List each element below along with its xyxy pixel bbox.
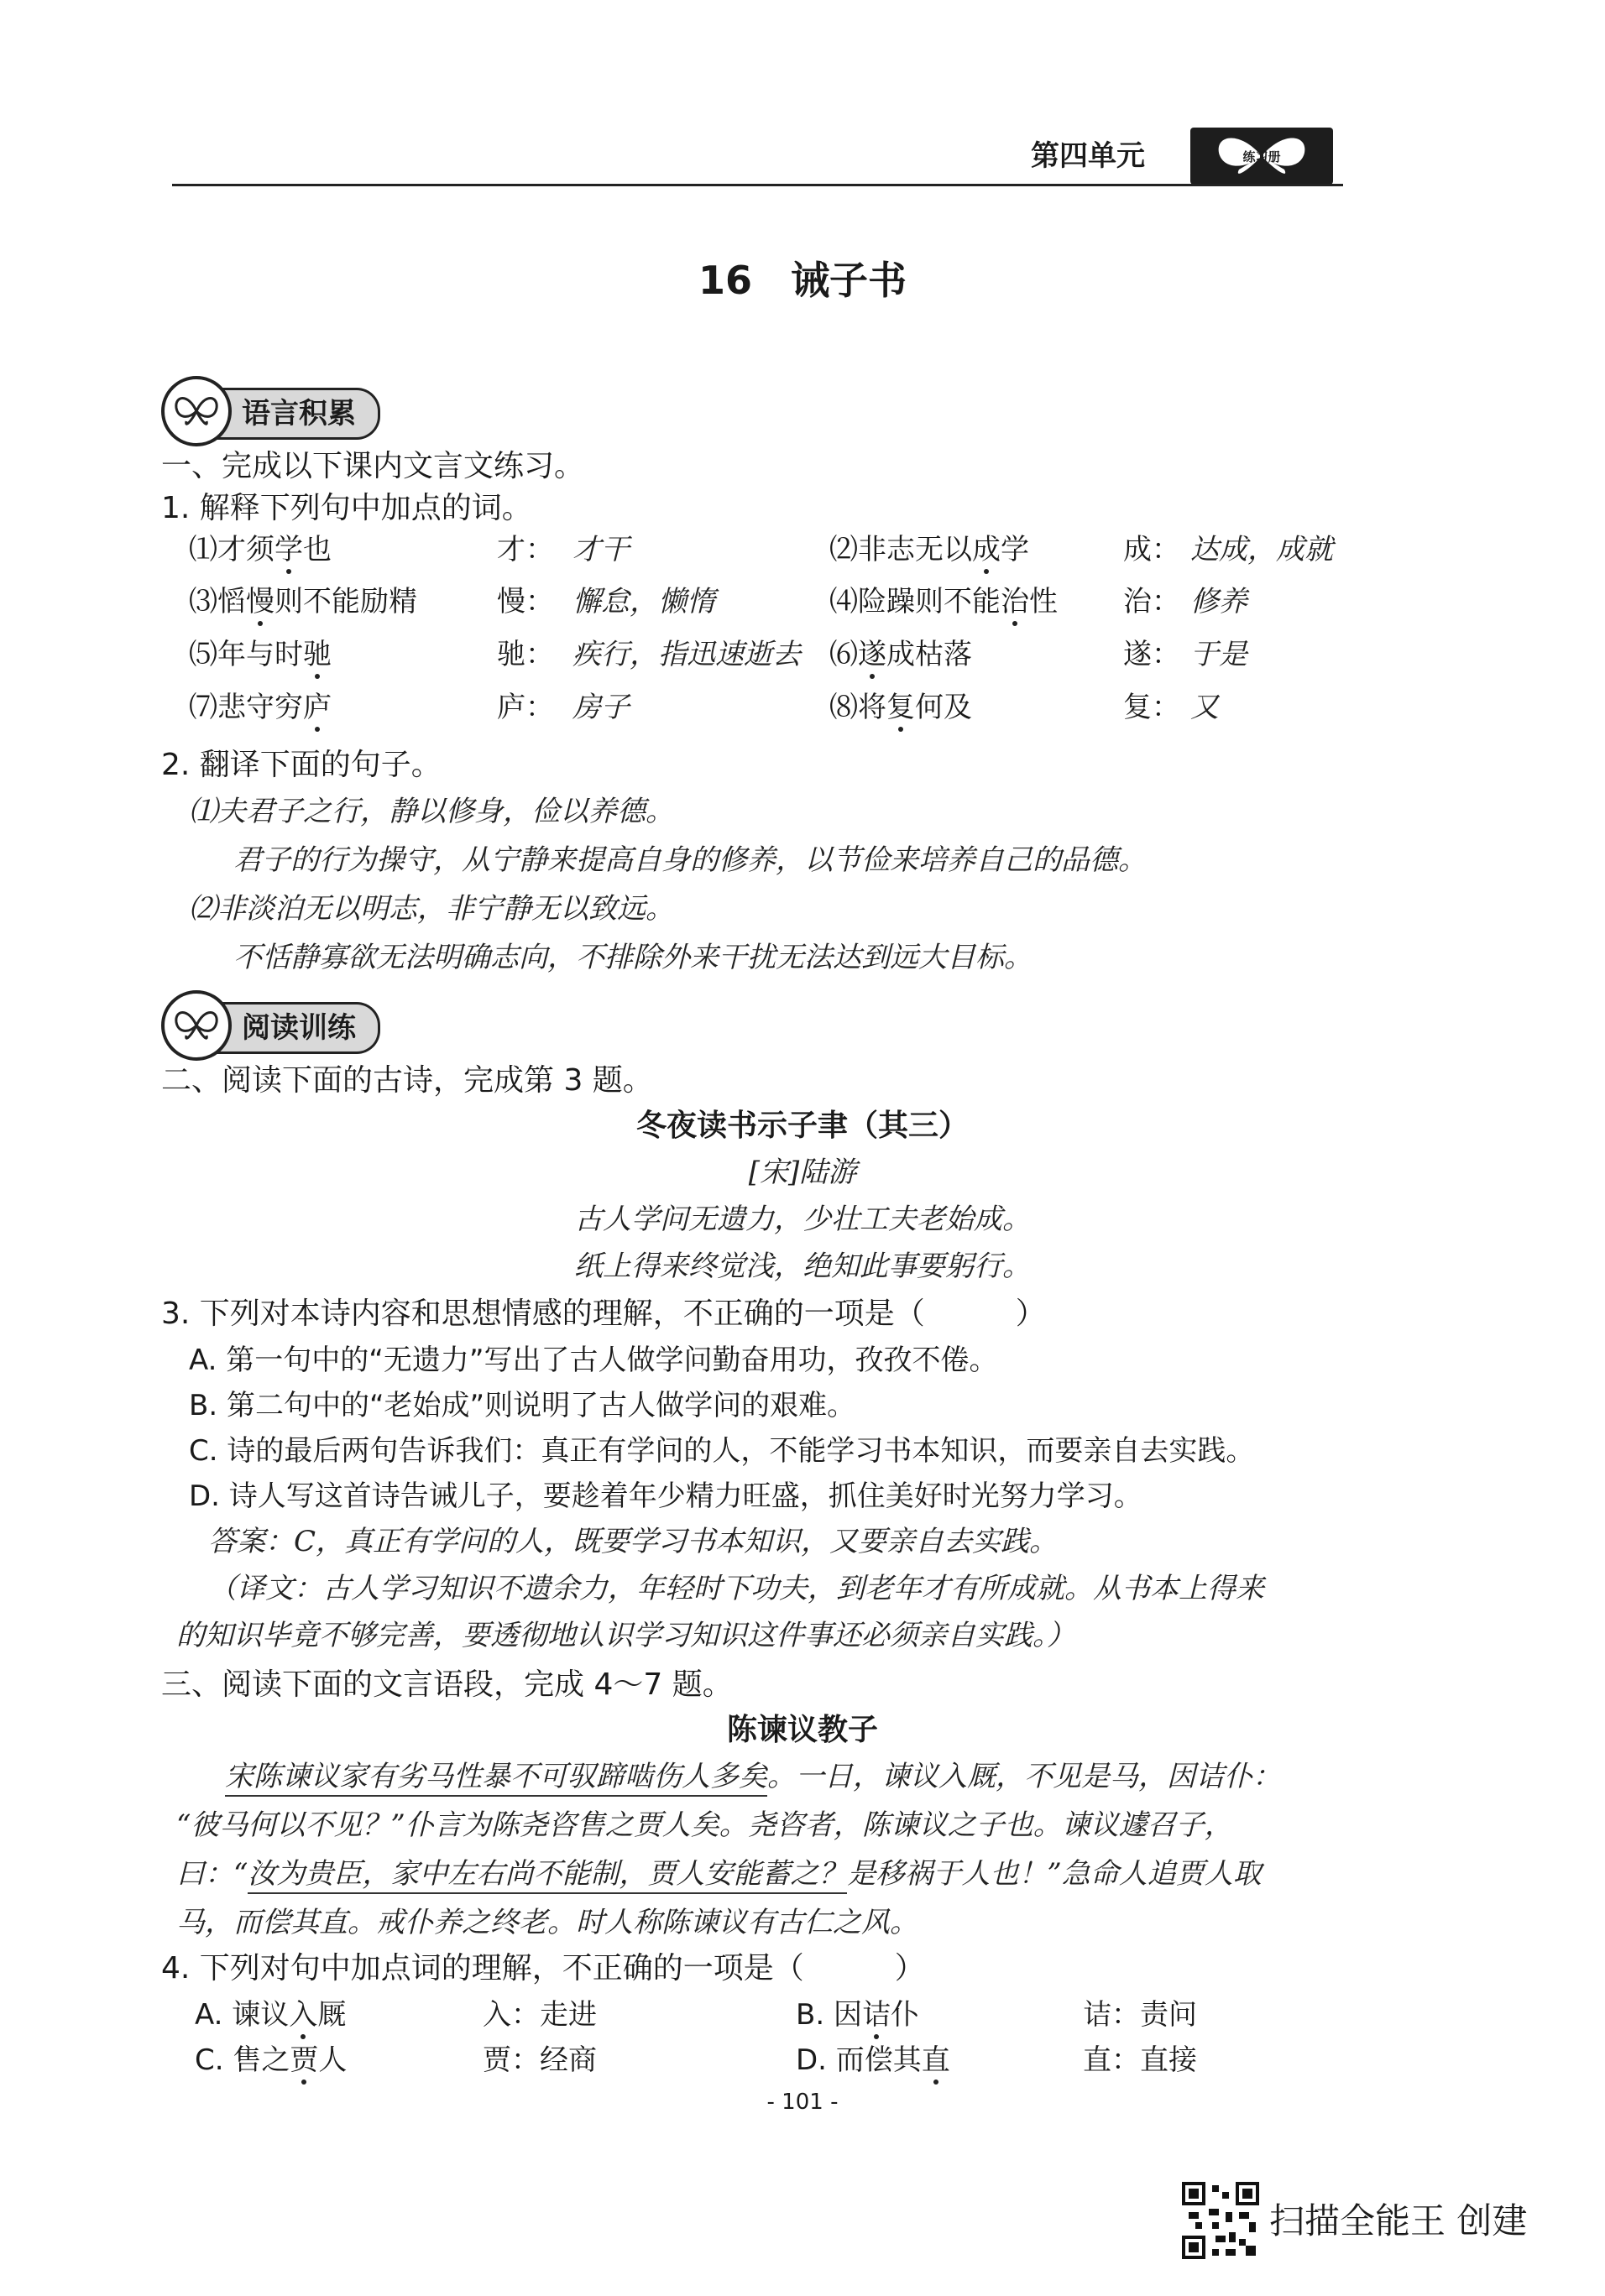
question-2-prompt: 2. 翻译下面的句子。: [161, 748, 442, 782]
choice-option: B. 因诘仆: [796, 1996, 919, 2034]
vocab-answer: 达成，成就: [1190, 533, 1333, 566]
choice-option: C. 诗的最后两句告诉我们：真正有学问的人，不能学习书本知识，而要亲自去实践。: [189, 1434, 1255, 1468]
section-badge-label: 语言积累: [212, 388, 380, 440]
translate-answer-2: 不恬静寡欲无法明确志向，不排除外来干扰无法达到远大目标。: [233, 941, 1033, 974]
translation-note: 的知识毕竟不够完善，要透彻地认识学习知识这件事还必须亲自实践。）: [176, 1619, 1075, 1652]
choice-option: D. 而偿其直: [796, 2041, 950, 2079]
passage-line: 宋陈谏议家有劣马性暴不可驭蹄啮伤人多矣。一日，谏议入厩，不见是马，因诘仆：: [225, 1757, 1281, 1796]
translate-sentence-2: ⑵非淡泊无以明志，非宁静无以致远。: [189, 892, 674, 926]
vocab-item: ⑸年与时驰: [189, 635, 332, 674]
scanner-watermark: 扫描全能王 创建: [1269, 2200, 1528, 2241]
vocab-item: ⑵非志无以成学: [829, 530, 1029, 569]
butterfly-badge-icon: [161, 990, 232, 1061]
header-divider: [172, 184, 1343, 186]
choice-option: A. 谏议入厩: [195, 1996, 346, 2034]
vocab-answer: 房子: [572, 691, 630, 724]
vocab-answer: 疾行，指迅速逝去: [572, 638, 801, 671]
question-4-prompt: 4. 下列对句中加点词的理解，不正确的一项是（ ）: [161, 1951, 925, 1986]
page-number: - 101 -: [766, 2090, 839, 2115]
choice-gloss: 诘：责问: [1083, 1998, 1197, 2032]
vocab-answer: 才干: [572, 533, 630, 566]
unit-label: 第四单元: [1031, 139, 1145, 173]
choice-option: D. 诗人写这首诗告诫儿子，要趁着年少精力旺盛，抓住美好时光努力学习。: [189, 1479, 1142, 1513]
section-intro-3: 三、阅读下面的文言语段，完成 4～7 题。: [161, 1667, 733, 1702]
logo-text: 练习册: [1242, 149, 1281, 164]
butterfly-logo-icon: [1190, 128, 1333, 185]
choice-gloss: 直：直接: [1083, 2043, 1197, 2077]
vocab-word: 慢：: [497, 585, 554, 618]
vocab-word: 庐：: [497, 691, 554, 724]
vocab-word: 治：: [1123, 585, 1180, 618]
passage-line: 马，而偿其直。戒仆养之终老。时人称陈谏议有古仁之风。: [176, 1906, 918, 1939]
vocab-item: ⑻将复何及: [829, 688, 972, 727]
vocab-word: 复：: [1123, 691, 1180, 724]
vocab-answer: 于是: [1190, 638, 1247, 671]
translate-sentence-1: ⑴夫君子之行，静以修身，俭以养德。: [189, 795, 674, 828]
translation-note: （译文：古人学习知识不遗余力，年轻时下功夫，到老年才有所成就。从书本上得来: [208, 1572, 1264, 1605]
choice-gloss: 贾：经商: [483, 2043, 597, 2077]
butterfly-badge-icon: [161, 376, 232, 446]
poem-author: [宋]陆游: [748, 1156, 857, 1189]
vocab-item: ⑹遂成枯落: [829, 635, 972, 674]
lesson-title: 16 诫子书: [698, 258, 907, 303]
choice-option: B. 第二句中的“老始成”则说明了古人做学问的艰难。: [189, 1389, 856, 1422]
poem-line: 古人学问无遗力，少壮工夫老始成。: [574, 1203, 1031, 1236]
vocab-answer: 修养: [1190, 585, 1247, 618]
passage-title: 陈谏议教子: [726, 1713, 878, 1747]
poem-title: 冬夜读书示子聿（其三）: [635, 1109, 969, 1143]
vocab-item: ⑴才须学也: [189, 530, 332, 569]
vocab-word: 遂：: [1123, 638, 1180, 671]
vocab-item: ⑷险躁则不能治性: [829, 582, 1058, 621]
answer-note: 答案：C，真正有学问的人，既要学习书本知识，又要亲自去实践。: [208, 1525, 1059, 1558]
vocab-word: 驰：: [497, 638, 554, 671]
section-badge-label: 阅读训练: [212, 1002, 380, 1054]
vocab-item: ⑶慆慢则不能励精: [189, 582, 417, 621]
section-intro-2: 二、阅读下面的古诗，完成第 3 题。: [161, 1063, 653, 1098]
vocab-word: 才：: [497, 533, 554, 566]
question-3-prompt: 3. 下列对本诗内容和思想情感的理解，不正确的一项是（ ）: [161, 1297, 1046, 1331]
qr-code-icon: [1182, 2182, 1259, 2259]
vocab-answer: 又: [1190, 691, 1219, 724]
question-1-prompt: 1. 解释下列句中加点的词。: [161, 491, 532, 525]
choice-option: A. 第一句中的“无遗力”写出了古人做学问勤奋用功，孜孜不倦。: [189, 1344, 998, 1377]
passage-line: “彼马何以不见？”仆言为陈尧咨售之贾人矣。尧咨者，陈谏议之子也。谏议遽召子，: [176, 1808, 1233, 1842]
poem-line: 纸上得来终觉浅，绝知此事要躬行。: [574, 1250, 1031, 1283]
vocab-answer: 懈怠，懒惰: [572, 585, 715, 618]
vocab-word: 成：: [1123, 533, 1180, 566]
choice-gloss: 入：走进: [483, 1998, 597, 2032]
translate-answer-1: 君子的行为操守，从宁静来提高自身的修养，以节俭来培养自己的品德。: [233, 843, 1147, 877]
section-intro-1: 一、完成以下课内文言文练习。: [161, 449, 585, 483]
choice-option: C. 售之贾人: [195, 2041, 347, 2079]
passage-line: 曰：“汝为贵臣，家中左右尚不能制，贾人安能蓄之？是移祸于人也！”急命人追贾人取: [176, 1855, 1262, 1893]
vocab-item: ⑺悲守穷庐: [189, 688, 332, 727]
